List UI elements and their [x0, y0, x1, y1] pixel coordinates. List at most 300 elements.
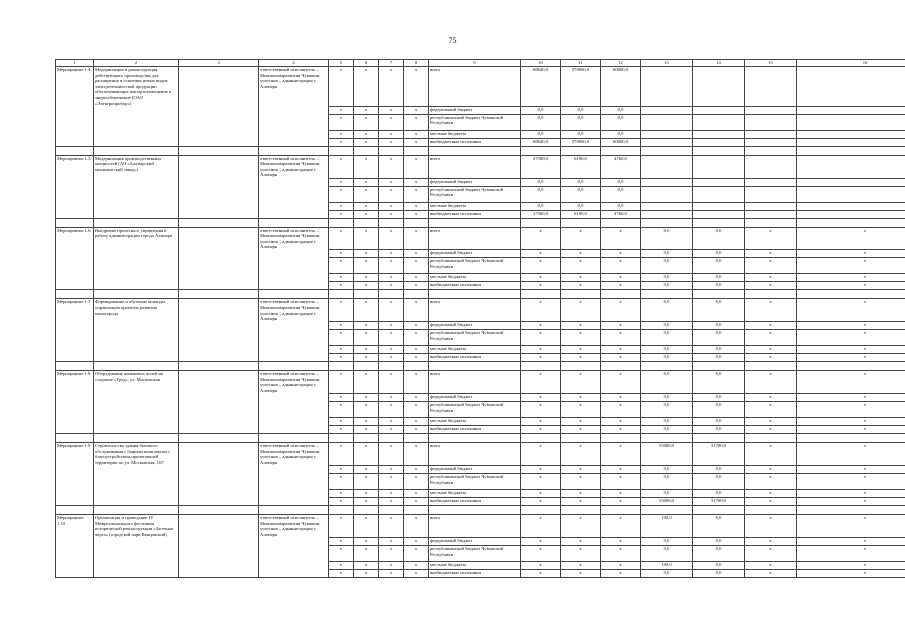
funding-value: х [601, 346, 641, 354]
funding-value: х [797, 474, 905, 490]
measure-id: Мероприятие 1.10 [56, 515, 94, 538]
budget-classification-mark: х [329, 515, 354, 538]
funding-value: х [521, 498, 561, 506]
budget-classification-mark: х [379, 202, 404, 210]
spacer-cell [745, 362, 797, 371]
funding-source-name: местные бюджеты [429, 490, 521, 498]
funding-value: х [601, 258, 641, 274]
column-number-11: 11 [561, 60, 601, 67]
budget-classification-mark: х [329, 299, 354, 322]
funding-source-row [56, 561, 905, 569]
funding-value: х [521, 402, 561, 418]
funding-source-row [56, 569, 905, 577]
funding-source-row [56, 354, 905, 362]
measure-empty-cell [179, 561, 259, 569]
responsible-executor [259, 466, 329, 474]
funding-value: 0,0 [693, 537, 745, 545]
responsible-executor [259, 330, 329, 346]
funding-value: х [561, 227, 601, 250]
funding-value: х [797, 402, 905, 418]
measure-empty-cell [179, 322, 259, 330]
funding-source-name: всего [429, 443, 521, 466]
budget-classification-mark: х [354, 545, 379, 561]
funding-value: 0,0 [601, 186, 641, 202]
funding-value: 0,0 [641, 227, 693, 250]
funding-source-row [56, 114, 905, 130]
measure-title [94, 322, 179, 330]
budget-classification-mark: х [354, 346, 379, 354]
funding-source-name: всего [429, 227, 521, 250]
budget-classification-mark: х [354, 258, 379, 274]
measure-title [94, 394, 179, 402]
spacer-cell [601, 218, 641, 227]
measure-id [56, 545, 94, 561]
spacer-cell [429, 434, 521, 443]
spacer-cell [797, 218, 905, 227]
budget-classification-mark: х [404, 178, 429, 186]
measure-id [56, 346, 94, 354]
spacer-cell [521, 290, 561, 299]
funding-source-row [56, 515, 905, 538]
budget-classification-mark: х [404, 67, 429, 107]
funding-source-row [56, 178, 905, 186]
spacer-cell [404, 506, 429, 515]
funding-value: х [797, 258, 905, 274]
measure-id: Мероприятие 1.4 [56, 67, 94, 107]
funding-value: х [601, 330, 641, 346]
funding-value: 0,0 [521, 106, 561, 114]
funding-value [745, 67, 797, 107]
column-number-12: 12 [601, 60, 641, 67]
spacer-cell [404, 146, 429, 155]
budget-classification-mark: х [404, 569, 429, 577]
responsible-executor: ответственный исполнитель – Минэкономразвития Чувашии, участник – администрация г. Алатыря [259, 67, 329, 107]
spacer-cell [561, 506, 601, 515]
budget-classification-mark: х [404, 545, 429, 561]
budget-classification-mark: х [404, 490, 429, 498]
measure-id [56, 394, 94, 402]
funding-value: 0,0 [693, 418, 745, 426]
funding-value: х [561, 274, 601, 282]
measure-id [56, 282, 94, 290]
budget-classification-mark: х [404, 418, 429, 426]
budget-classification-mark: х [379, 394, 404, 402]
budget-classification-mark: х [404, 186, 429, 202]
funding-value: х [745, 371, 797, 394]
funding-source-name: внебюджетные источники [429, 569, 521, 577]
column-number-15: 15 [745, 60, 797, 67]
funding-value [641, 130, 693, 138]
budget-classification-mark: х [329, 258, 354, 274]
funding-value: 0,0 [693, 282, 745, 290]
funding-value [797, 114, 905, 130]
funding-value [745, 186, 797, 202]
funding-value: х [601, 250, 641, 258]
funding-value: х [601, 426, 641, 434]
measure-title [94, 418, 179, 426]
measure-title [94, 202, 179, 210]
measure-id: Мероприятие 1.5 [56, 155, 94, 178]
funding-value: 0,0 [641, 274, 693, 282]
funding-value [641, 186, 693, 202]
budget-classification-mark: х [404, 498, 429, 506]
funding-value: х [797, 561, 905, 569]
spacer-cell [561, 434, 601, 443]
spacer-cell [601, 146, 641, 155]
funding-value: х [601, 443, 641, 466]
funding-value [693, 67, 745, 107]
budget-classification-mark: х [329, 322, 354, 330]
budget-classification-mark: х [329, 67, 354, 107]
funding-source-name: местные бюджеты [429, 274, 521, 282]
budget-classification-mark: х [379, 67, 404, 107]
funding-value [641, 178, 693, 186]
budget-classification-mark: х [329, 490, 354, 498]
funding-value: 31700,0 [693, 443, 745, 466]
responsible-executor [259, 537, 329, 545]
funding-value [797, 202, 905, 210]
page-number: 75 [448, 36, 457, 45]
spacer-cell [797, 434, 905, 443]
funding-value [797, 186, 905, 202]
budget-classification-mark: х [329, 186, 354, 202]
budget-classification-mark: х [329, 282, 354, 290]
funding-source-name: республиканский бюджет Чувашской Республики [429, 474, 521, 490]
measure-id [56, 569, 94, 577]
budget-classification-mark: х [379, 250, 404, 258]
measure-title [94, 106, 179, 114]
measure-empty-cell [179, 210, 259, 218]
funding-value: х [745, 227, 797, 250]
budget-classification-mark: х [404, 250, 429, 258]
measure-id [56, 418, 94, 426]
funding-value: х [601, 466, 641, 474]
funding-value [745, 114, 797, 130]
funding-value: х [521, 371, 561, 394]
responsible-executor [259, 545, 329, 561]
measure-title: Модернизация производственных мощностей (АО «Алатырский механический завод») [94, 155, 179, 178]
budget-classification-mark: х [379, 371, 404, 394]
funding-value: х [521, 569, 561, 577]
column-number-3: 3 [179, 60, 259, 67]
measure-id: Мероприятие 1.9 [56, 443, 94, 466]
spacer-cell [745, 146, 797, 155]
budget-classification-mark: х [379, 155, 404, 178]
budget-classification-mark: х [329, 106, 354, 114]
program-measures-table [55, 59, 905, 578]
funding-value: х [797, 394, 905, 402]
budget-classification-mark: х [354, 515, 379, 538]
spacer-cell [259, 146, 329, 155]
measure-empty-cell [179, 178, 259, 186]
funding-value: 0,0 [641, 322, 693, 330]
funding-source-name: внебюджетные источники [429, 426, 521, 434]
budget-classification-mark: х [404, 106, 429, 114]
spacer-cell [797, 290, 905, 299]
funding-value: х [797, 569, 905, 577]
measure-title [94, 250, 179, 258]
budget-classification-mark: х [404, 210, 429, 218]
measure-title: Модернизация и реконструкция действующего производства для расширения и освоения новых видов электротехнической продукции обеспечивающих импортозамещение и энергосбережение (ОАО «Электроприбор») [94, 67, 179, 107]
responsible-executor [259, 354, 329, 362]
spacer-cell [379, 362, 404, 371]
funding-value: х [745, 498, 797, 506]
funding-value: 0,0 [601, 130, 641, 138]
funding-value [797, 67, 905, 107]
spacer-cell [429, 218, 521, 227]
measure-empty-cell [179, 346, 259, 354]
measure-title [94, 186, 179, 202]
funding-value: х [561, 490, 601, 498]
funding-value: 0,0 [561, 106, 601, 114]
measure-empty-cell [179, 138, 259, 146]
funding-source-name: всего [429, 299, 521, 322]
budget-classification-mark: х [354, 354, 379, 362]
budget-classification-mark: х [354, 418, 379, 426]
funding-value: х [797, 227, 905, 250]
budget-classification-mark: х [354, 569, 379, 577]
spacer-cell [354, 362, 379, 371]
funding-value: х [745, 418, 797, 426]
funding-value: 68640,0 [521, 138, 561, 146]
budget-classification-mark: х [379, 474, 404, 490]
funding-value: х [797, 490, 905, 498]
measure-empty-cell [179, 250, 259, 258]
budget-classification-mark: х [379, 299, 404, 322]
funding-value: х [561, 443, 601, 466]
responsible-executor: ответственный исполнитель – Минэкономразвития Чувашии, участник – администрация г. Алатыря [259, 299, 329, 322]
budget-classification-mark: х [354, 371, 379, 394]
budget-classification-mark: х [379, 561, 404, 569]
funding-value: 0,0 [641, 474, 693, 490]
funding-value: х [521, 346, 561, 354]
budget-classification-mark: х [404, 537, 429, 545]
funding-value: х [601, 545, 641, 561]
budget-classification-mark: х [404, 282, 429, 290]
funding-value: х [745, 322, 797, 330]
spacer-cell [354, 146, 379, 155]
budget-classification-mark: х [354, 466, 379, 474]
funding-source-row [56, 346, 905, 354]
column-number-7: 7 [379, 60, 404, 67]
funding-value: 0,0 [601, 114, 641, 130]
funding-value [745, 178, 797, 186]
measure-id [56, 106, 94, 114]
measure-id [56, 114, 94, 130]
spacer-cell [259, 506, 329, 515]
funding-value: х [745, 330, 797, 346]
spacer-cell [429, 362, 521, 371]
measure-title: Формирование и обучение команды управленцев проектов развития моногорода [94, 299, 179, 322]
funding-value: х [797, 545, 905, 561]
funding-source-name: республиканский бюджет Чувашской Республики [429, 545, 521, 561]
funding-value: 0,0 [693, 274, 745, 282]
responsible-executor [259, 178, 329, 186]
funding-value: 0,0 [693, 515, 745, 538]
measure-empty-cell [179, 354, 259, 362]
measure-title [94, 346, 179, 354]
program-table-sheet [55, 59, 893, 578]
funding-value: х [561, 250, 601, 258]
measure-id [56, 202, 94, 210]
measure-title [94, 569, 179, 577]
funding-value: х [797, 498, 905, 506]
funding-value: 0,0 [693, 330, 745, 346]
spacer-cell [379, 218, 404, 227]
block-spacer-row [56, 146, 905, 155]
funding-value: х [521, 322, 561, 330]
budget-classification-mark: х [329, 114, 354, 130]
block-spacer-row [56, 218, 905, 227]
funding-value: 0,0 [641, 426, 693, 434]
funding-value: х [745, 561, 797, 569]
funding-value: х [601, 354, 641, 362]
spacer-cell [404, 434, 429, 443]
budget-classification-mark: х [329, 227, 354, 250]
funding-value [745, 138, 797, 146]
budget-classification-mark: х [379, 227, 404, 250]
funding-value: 0,0 [521, 186, 561, 202]
measure-empty-cell [179, 299, 259, 322]
measure-id [56, 274, 94, 282]
budget-classification-mark: х [329, 569, 354, 577]
funding-value [693, 202, 745, 210]
funding-source-row [56, 394, 905, 402]
funding-value [641, 67, 693, 107]
measure-title [94, 354, 179, 362]
measure-empty-cell [179, 490, 259, 498]
funding-value: 4760,0 [601, 210, 641, 218]
spacer-cell [404, 218, 429, 227]
budget-classification-mark: х [354, 474, 379, 490]
budget-classification-mark: х [379, 537, 404, 545]
funding-value [641, 155, 693, 178]
measure-empty-cell [179, 67, 259, 107]
funding-value: 0,0 [521, 202, 561, 210]
funding-value: х [561, 418, 601, 426]
funding-source-name: всего [429, 155, 521, 178]
spacer-cell [379, 290, 404, 299]
budget-classification-mark: х [329, 561, 354, 569]
spacer-cell [601, 434, 641, 443]
funding-value [641, 210, 693, 218]
funding-value: х [521, 490, 561, 498]
funding-value: х [561, 569, 601, 577]
budget-classification-mark: х [379, 130, 404, 138]
funding-value: х [745, 426, 797, 434]
budget-classification-mark: х [354, 490, 379, 498]
funding-value: 31700,0 [693, 498, 745, 506]
spacer-cell [354, 218, 379, 227]
budget-classification-mark: х [329, 202, 354, 210]
spacer-cell [521, 218, 561, 227]
budget-classification-mark: х [379, 178, 404, 186]
column-number-13: 13 [641, 60, 693, 67]
measure-empty-cell [179, 202, 259, 210]
responsible-executor [259, 569, 329, 577]
measure-empty-cell [179, 371, 259, 394]
funding-source-name: федеральный бюджет [429, 250, 521, 258]
funding-source-row [56, 418, 905, 426]
funding-value: х [521, 394, 561, 402]
measure-id: Мероприятие 1.7 [56, 299, 94, 322]
funding-value: 27500,0 [521, 155, 561, 178]
funding-value: 0,0 [561, 178, 601, 186]
spacer-cell [179, 290, 259, 299]
funding-value: х [521, 250, 561, 258]
funding-value: х [561, 545, 601, 561]
measure-empty-cell [179, 274, 259, 282]
spacer-cell [641, 362, 693, 371]
measure-id [56, 402, 94, 418]
funding-value: 0,0 [693, 474, 745, 490]
funding-value [641, 138, 693, 146]
funding-value: 0,0 [693, 250, 745, 258]
funding-value: х [797, 346, 905, 354]
funding-source-name: федеральный бюджет [429, 178, 521, 186]
funding-value: х [745, 569, 797, 577]
funding-value: х [561, 394, 601, 402]
budget-classification-mark: х [329, 274, 354, 282]
budget-classification-mark: х [379, 498, 404, 506]
funding-value: х [521, 474, 561, 490]
responsible-executor: ответственный исполнитель – Минэкономразвития Чувашии, участник – администрация г. Алатыря [259, 371, 329, 394]
funding-value: х [797, 418, 905, 426]
funding-value [693, 178, 745, 186]
budget-classification-mark: х [329, 210, 354, 218]
budget-classification-mark: х [354, 299, 379, 322]
funding-value: х [797, 250, 905, 258]
spacer-cell [429, 290, 521, 299]
column-number-header-row [56, 60, 905, 67]
budget-classification-mark: х [404, 202, 429, 210]
funding-value: 0,0 [601, 106, 641, 114]
spacer-cell [94, 146, 179, 155]
budget-classification-mark: х [354, 186, 379, 202]
funding-value: х [561, 330, 601, 346]
funding-value: 0,0 [641, 346, 693, 354]
budget-classification-mark: х [379, 282, 404, 290]
spacer-cell [329, 290, 354, 299]
funding-value: х [797, 537, 905, 545]
responsible-executor [259, 394, 329, 402]
budget-classification-mark: х [329, 443, 354, 466]
funding-value [797, 130, 905, 138]
funding-value: 0,0 [521, 130, 561, 138]
funding-value [745, 155, 797, 178]
funding-value: 55000,0 [641, 443, 693, 466]
funding-value: 0,0 [561, 186, 601, 202]
spacer-cell [379, 146, 404, 155]
responsible-executor [259, 106, 329, 114]
funding-source-row [56, 282, 905, 290]
measure-empty-cell [179, 515, 259, 538]
budget-classification-mark: х [329, 474, 354, 490]
funding-value: 578060,0 [561, 138, 601, 146]
funding-source-name: республиканский бюджет Чувашской Республики [429, 114, 521, 130]
spacer-cell [745, 434, 797, 443]
budget-classification-mark: х [329, 178, 354, 186]
measure-title [94, 474, 179, 490]
funding-value: х [561, 426, 601, 434]
budget-classification-mark: х [329, 130, 354, 138]
budget-classification-mark: х [379, 354, 404, 362]
responsible-executor [259, 250, 329, 258]
block-spacer-row [56, 362, 905, 371]
responsible-executor [259, 418, 329, 426]
funding-value: 0,0 [561, 130, 601, 138]
measure-empty-cell [179, 114, 259, 130]
